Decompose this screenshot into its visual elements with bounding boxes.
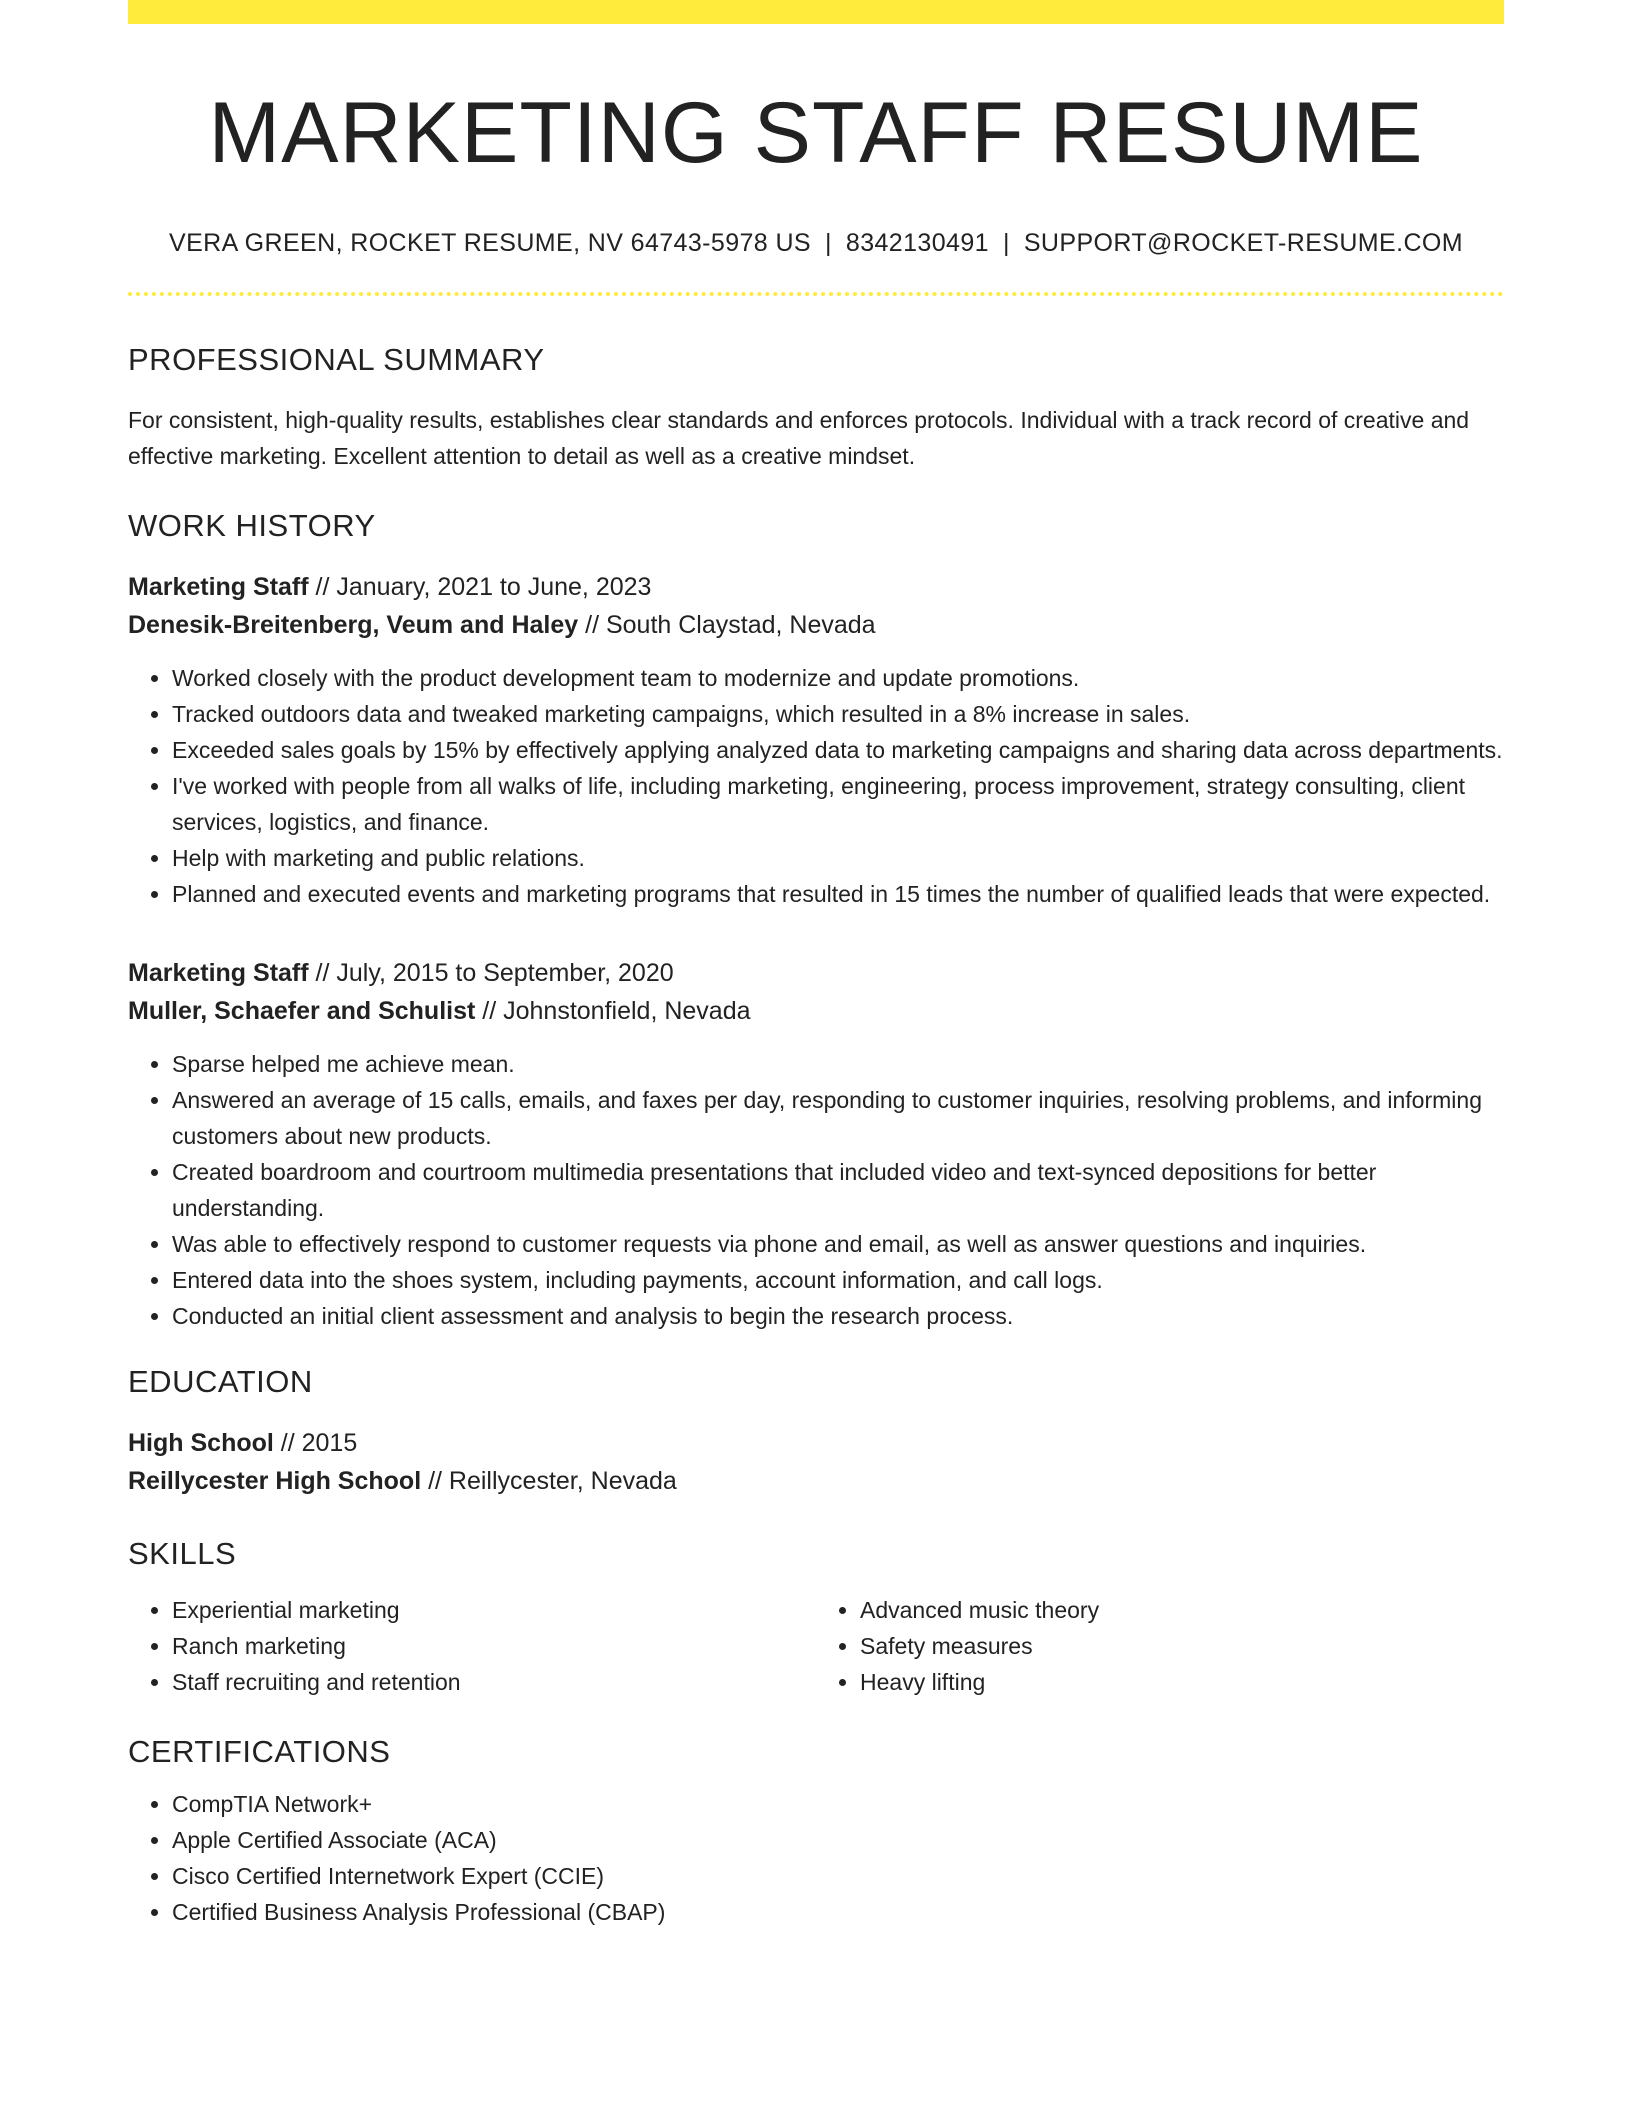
list-item: • Advanced music theory [860,1592,1504,1628]
job-dates: // July, 2015 to September, 2020 [308,958,674,987]
skills-heading: SKILLS [128,1535,237,1571]
list-item: • Safety measures [860,1628,1504,1664]
list-item: • Help with marketing and public relations. [172,840,1504,876]
list-item: • Ranch marketing [172,1628,816,1664]
skills-list-right [816,1592,1504,1700]
job-company: Denesik-Breitenberg, Veum and Haley [128,610,579,639]
summary-text: For consistent, high-quality results, establishes clear standards and enforces protocols. Individual with a track record of creative and effective marketing. Excellent attention to detail as well as a creative mindset. [128,406,1470,469]
job-title: Marketing Staff [128,958,309,987]
list-item: • Conducted an initial client assessment and analysis to begin the research process. [172,1298,1504,1334]
resume-title: MARKETING STAFF RESUME [208,85,1424,181]
job-entry [128,568,1504,912]
contact-line [128,229,1504,258]
skills-list-left [128,1592,816,1700]
certifications-heading: CERTIFICATIONS [128,1733,391,1769]
summary-heading: PROFESSIONAL SUMMARY [128,341,545,377]
summary-section [128,342,1504,474]
resume-page [128,0,1504,1930]
list-item: • Exceeded sales goals by 15% by effectively applying analyzed data to marketing campaigns and sharing data across departments. [172,732,1504,768]
work-history-heading: WORK HISTORY [128,507,376,543]
list-item: • Sparse helped me achieve mean. [172,1046,1504,1082]
job-company-line [128,606,1504,644]
list-item: • CompTIA Network+ [172,1786,1504,1822]
dotted-divider [128,292,1504,296]
skills-columns [128,1582,1504,1700]
list-item: • Certified Business Analysis Professional (CBAP) [172,1894,1504,1930]
degree-line [128,1424,1504,1462]
education-entry [128,1424,1504,1500]
graduation-year: // 2015 [273,1428,358,1457]
list-item: • Planned and executed events and marketing programs that resulted in 15 times the number of qualified leads that were expected. [172,876,1504,912]
contact-email: SUPPORT@ROCKET-RESUME.COM [1023,228,1463,257]
job-entry [128,954,1504,1334]
list-item: • Apple Certified Associate (ACA) [172,1822,1504,1858]
school-line [128,1462,1504,1500]
job-location: // South Claystad, Nevada [578,610,876,639]
school-location: // Reillycester, Nevada [421,1466,677,1495]
list-item: • Created boardroom and courtroom multimedia presentations that included video and text-synced depositions for better understanding. [172,1154,1504,1226]
accent-bar [128,0,1504,24]
skills-section [128,1536,1504,1700]
certifications-section [128,1734,1504,1930]
degree: High School [128,1428,274,1457]
list-item: • Heavy lifting [860,1664,1504,1700]
education-section [128,1364,1504,1500]
list-item: • Cisco Certified Internetwork Expert (CCIE) [172,1858,1504,1894]
list-item: • I've worked with people from all walks of life, including marketing, engineering, process improvement, strategy consulting, client services, logistics, and finance. [172,768,1504,840]
list-item: • Worked closely with the product development team to modernize and update promotions. [172,660,1504,696]
job-title-line [128,954,1504,992]
list-item: • Experiential marketing [172,1592,816,1628]
contact-phone: 8342130491 [845,228,989,257]
list-item: • Entered data into the shoes system, including payments, account information, and call logs. [172,1262,1504,1298]
job-bullets [128,1046,1504,1334]
certifications-list [128,1786,1504,1930]
list-item: • Was able to effectively respond to customer requests via phone and email, as well as answer questions and inquiries. [172,1226,1504,1262]
job-bullets [128,660,1504,912]
job-company-line [128,992,1504,1030]
contact-separator: | [1002,228,1010,257]
school-name: Reillycester High School [128,1466,422,1495]
job-company: Muller, Schaefer and Schulist [128,996,476,1025]
job-title-line [128,568,1504,606]
job-title: Marketing Staff [128,572,309,601]
list-item: • Tracked outdoors data and tweaked marketing campaigns, which resulted in a 8% increase in sales. [172,696,1504,732]
list-item: • Staff recruiting and retention [172,1664,816,1700]
job-location: // Johnstonfield, Nevada [475,996,751,1025]
education-heading: EDUCATION [128,1363,313,1399]
contact-separator: | [824,228,832,257]
work-history-section [128,508,1504,1334]
job-dates: // January, 2021 to June, 2023 [308,572,652,601]
contact-address: VERA GREEN, ROCKET RESUME, NV 64743-5978 US [169,228,811,257]
list-item: • Answered an average of 15 calls, emails, and faxes per day, responding to customer inquiries, resolving problems, and informing customers about new products. [172,1082,1504,1154]
